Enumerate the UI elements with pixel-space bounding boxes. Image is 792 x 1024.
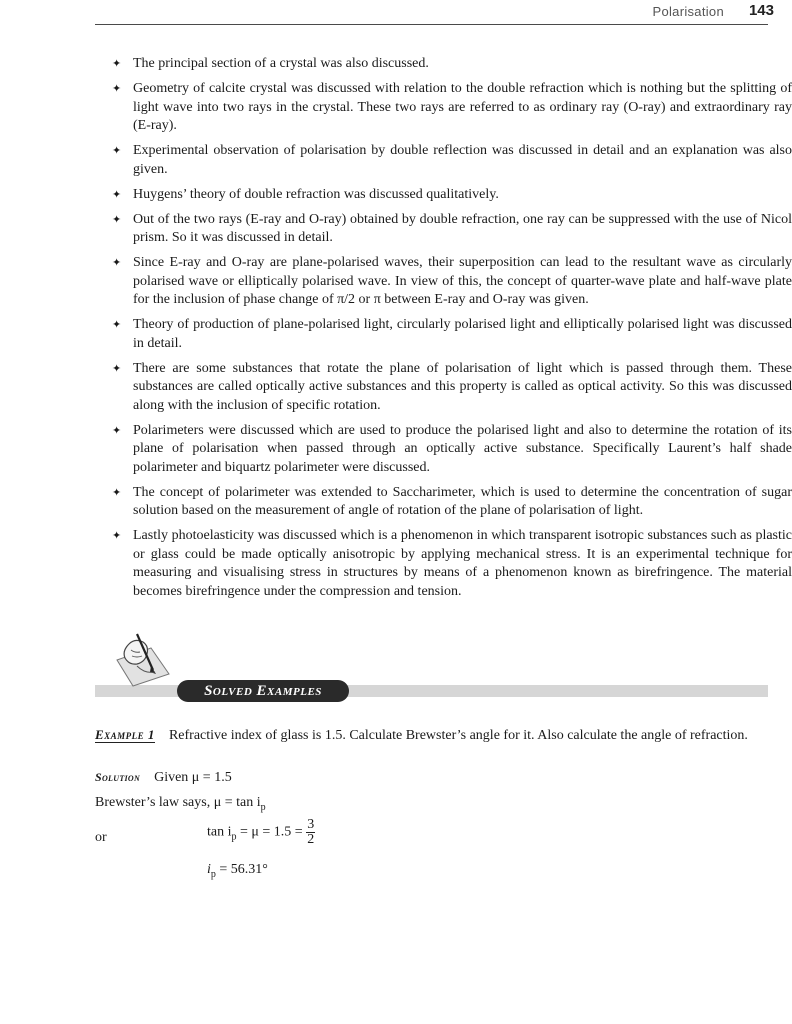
bullet-star-icon: ✦ [112,187,122,201]
or-label: or [95,830,107,845]
solution-given: Given μ = 1.5 [154,770,232,785]
list-item: ✦ Geometry of calcite crystal was discussed with relation to the double refraction which is nothing but the splitting of light wave into two rays in the crystal. These two rays are referred to as ordinary ray (O-ray) and extraordinary ray (E-ray). [112,81,792,133]
example-question: Refractive index of glass is 1.5. Calculate Brewster’s angle for it. Also calculate the angle of refraction. [168,728,748,743]
bullet-star-icon: ✦ [112,529,122,542]
bullet-star-icon: ✦ [112,361,122,375]
section-title: Solved Examples [177,680,349,702]
solution-label: Solution [95,770,141,784]
equation-1: $\tan i_p = \mu = 1.5$ = $\frac{3}{2}$ [207,817,315,847]
bullet-star-icon: ✦ [112,485,122,499]
list-item: ✦ Polarimeters were discussed which are used to produce the polarised light and also to determine the rotation of its plane of polarisation when passed through an optically active substance. Specifically Laurent’s half shade polarimeter and biquartz polarimeter were discussed. [112,422,792,475]
list-item: ✦ Out of the two rays (E-ray and O-ray) obtained by double refraction, one ray can be suppressed with the use of Nicol prism. So it was discussed in detail. [112,211,792,245]
bullet-star-icon: ✦ [112,318,122,331]
bullet-star-icon: ✦ [112,144,122,157]
list-item: ✦ Theory of production of plane-polarised light, circularly polarised light and elliptically polarised light was discussed in detail. [112,317,792,351]
bullet-star-icon: ✦ [112,57,122,70]
chapter-title: Polarisation [652,4,724,19]
hand-writing-icon [111,630,173,688]
page-header [95,0,774,25]
bullet-star-icon: ✦ [112,256,122,269]
list-item: ✦ The principal section of a crystal was also discussed. [112,55,792,74]
list-item: ✦ The concept of polarimeter was extended to Saccharimeter, which is used to determine the concentration of sugar solution based on the measurement of angle of rotation of the plane of polarisation of light. [112,484,792,518]
list-item: ✦ There are some substances that rotate the plane of polarisation of light which is passed through them. These substances are called optically active substances and this property is called as optical activity. So this was discussed along with the inclusion of specific rotation. [112,360,792,413]
bullet-star-icon: ✦ [112,82,122,95]
list-item: ✦ Since E-ray and O-ray are plane-polarised waves, their superposition can lead to the resultant wave as circularly polarised wave or elliptically polarised wave. In view of this, the concept of quarter-wave plate and half-wave plate for the inclusion of phase change of π/2 or π between E-ray and O-ray was given. [112,255,792,307]
list-item: ✦ Huygens’ theory of double refraction was discussed qualitatively. [112,186,792,205]
example-label: Example 1 [95,727,155,742]
equation-2: $i_p = 56.31^\circ$ [207,862,268,880]
example-block [95,725,785,745]
page-number: 143 [748,2,774,19]
summary-list [112,55,792,608]
bullet-star-icon: ✦ [112,423,122,437]
list-item: ✦ Experimental observation of polarisation by double reflection was discussed in detail and an explanation was also given. [112,143,792,177]
section-banner [95,630,768,710]
fraction: $\frac{3}{2}$ [307,817,315,847]
bullet-star-icon: ✦ [112,212,122,226]
list-item: ✦ Lastly photoelasticity was discussed which is a phenomenon in which transparent isotropic substances such as plastic or glass could be made optically anisotropic by applying mechanical stress. It is an experimental technique for measuring and visualising stress in structures by means of a phenomenon known as birefringence. The material becomes birefringence under the compression and tension. [112,528,792,599]
solution-given-line [95,770,232,786]
brewster-law-line: Brewster’s law says, $\mu = \tan i_p$ [95,795,266,813]
